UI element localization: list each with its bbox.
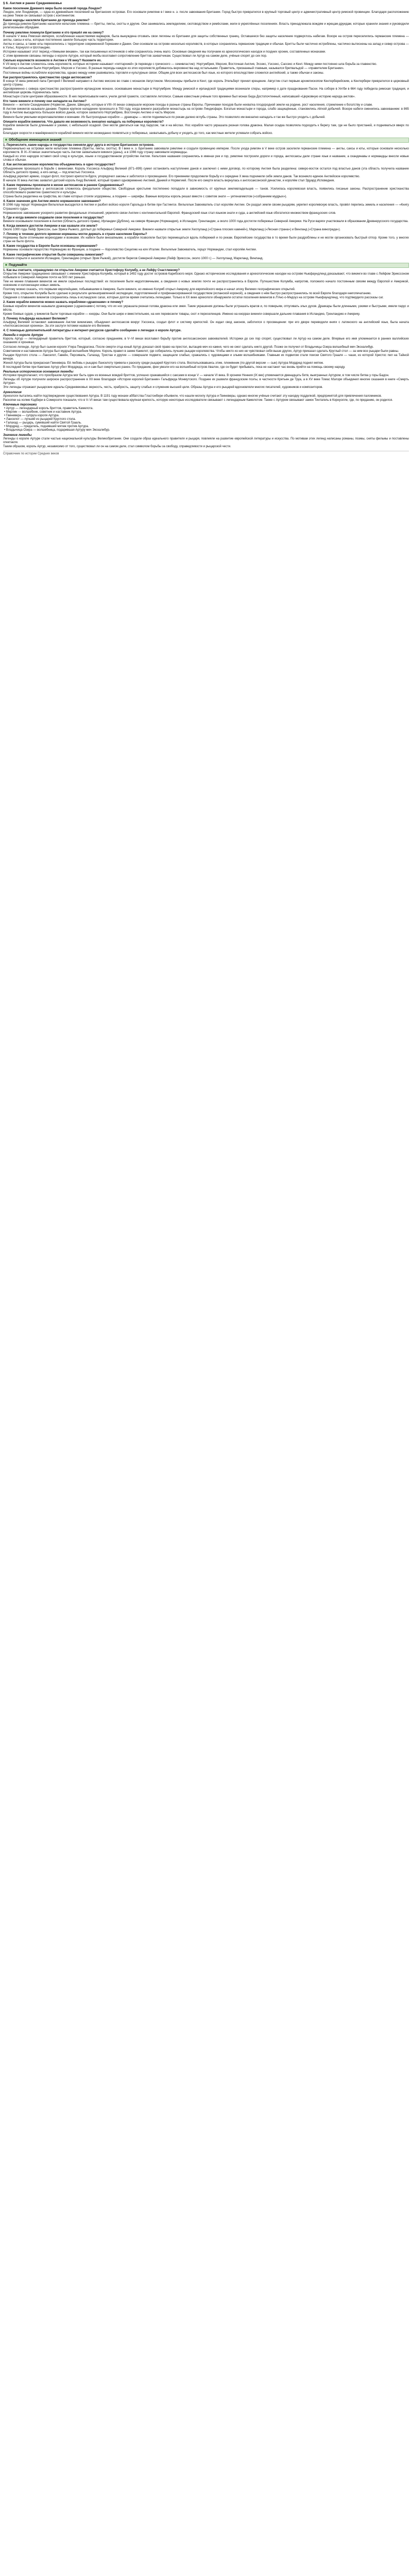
question-heading: 4. Какое значение для Англии имело норманнское завоевание? [3, 200, 101, 204]
list-item: • Галахад — рыцарь, сумевший найти Святой Грааль. [7, 421, 409, 425]
question-heading: 5. Где и когда викинги создавали свои поселения и государства? [3, 216, 104, 219]
paragraph: Историки предполагают, что прообразом Артура мог быть один из военных вождей бриттов, успешно сражавшийся с саксами в конце V — начале VI века. В хронике Ненния (IX век) упоминается двенадцать битв, выигранных Артуром, в том числе битва у горы Бадон. [3, 374, 389, 378]
list-item: • Владычица Озера — волшебница, подарившая Артуру меч Экскалибур. [7, 429, 409, 432]
section-title: Обобщение имеющихся знаний [8, 138, 62, 142]
paragraph: Рыцари Круглого стола — Ланселот, Гавейн, Персиваль, Галахад, Тристан и другие — совершали подвиги, защищали слабых, сражались с чудовищами и злыми волшебниками. Главным их подвигом стали поиски Святого Грааля — чаши, из которой Христос пил на Тайной вечере. [3, 353, 409, 361]
subheading: Значение легенды [3, 433, 32, 437]
paragraph: В конце VI века римский папа Григорий I Великий направил в Англию миссию во главе с монахом Августином. Миссионеры прибыли в Кент, где король Этельберт принял крещение. Августин стал первым архиепископом Кентерберийским, а Кентербери превратился в церковный центр страны. [3, 79, 409, 87]
paragraph: Тем не менее плавания викингов не имели серьёзных последствий: их поселения были недолговечными, а сведения о новых землях почти не распространились в Европе. Путешествие Колумба, напротив, положило начало постоянным связям между Европой и Америкой, освоению и колонизации новых земель. [3, 280, 409, 287]
paragraph: Постоянные войны ослабляли королевства, однако между ними развивались торговля и культурные связи. Общим для всех англосаксов был язык, из которого впоследствии сложился английский, а также обычаи и законы. [3, 71, 324, 75]
paragraph: Корабли викингов были длинными и узкими, с небольшой осадкой. Они могли двигаться как под парусом, так и на вёслах. Нос корабля часто украшала резная голова дракона. Малая осадка позволяла подходить к берегу там, где не было пристаней, и подниматься вверх по рекам. [3, 124, 409, 131]
question-heading: 1. Как вы считаете, справедливо ли открытие Америки считается Христофору Колумбу, а не Лейфу Счастливому? [3, 268, 180, 272]
paragraph: Англы и саксы, а также юты переселились с территории современной Германии и Дании. Они основали на острове несколько королевств, в которых сохранялись германские традиции и обычаи. Бритты были частично истреблены, частично вытеснены на запад и север острова — в Уэльс, Корнуолл и Шотландию. [3, 42, 409, 49]
paragraph: Викинги основывали поселения в Англии (Область датского права), Ирландии (Дублин), на севере Франции (Нормандия), в Исландии, Гренландии, а около 1000 года достигли побережья Северной Америки. На Руси варяги участвовали в образовании Древнерусского государства. [3, 219, 409, 223]
paragraph: Викинги открыли и заселили Исландию, Гренландию (открыл Эрик Рыжий), достигли берегов Северной Америки (Лейф Эрикссон, около 1000 г.) — Хеллуланд, Маркланд, Винланд. [3, 257, 264, 260]
paragraph: Норманнское завоевание ускорило развитие феодальных отношений, укрепило связи Англии с континентальной Европой. Французский язык стал языком знати и суда, а английский язык обогатился множеством французских слов. [3, 211, 336, 215]
paragraph: С этим временем связаны легенды о короле Артуре, который якобы возглавил сопротивление бриттов захватчикам. Существовал ли Артур на самом деле, учёные спорят до сих пор. [3, 55, 267, 58]
section [3, 7, 409, 135]
paragraph: Около 1000 года Лейф Эрикссон, сын Эрика Рыжего, доплыл до побережья Северной Америки. Викинги назвали открытые земли Хеллуланд («Страна плоских камней»), Маркланд («Лесная страна») и Винланд («Страна винограда»). [3, 228, 341, 231]
question-heading: 3. Почему Альфреда называют Великим? [3, 317, 68, 320]
paragraph: Монастыри стали центрами образованности. В них переписывали книги, учили детей грамоте, составляли летописи. Самым известным учёным того времени был монах Беда Достопочтенный, написавший «Церковную историю народа англов». [3, 95, 356, 99]
bookmark-icon: ■ [5, 263, 7, 267]
paragraph: Альфред укрепил армию, создал флот, построил крепости-бурги, упорядочил законы и заботился о просвещении. Его преемники продолжили борьбу и к середине X века подчинили себе земли данов. Так возникло единое Английское королевство. [3, 175, 360, 178]
subheading: Ключевые персонажи [3, 403, 37, 406]
list-item: • Артур — легендарный король бриттов, правитель Камелота. [7, 407, 409, 411]
question-heading: 2. Какие корабли викингов можно назвать кораблями-«драконами» и почему? [3, 301, 124, 304]
question-heading: Как распространялось христианство среди англосаксов? [3, 76, 92, 79]
question-heading: 8. Какие государства в Европе были основаны норманнами? [3, 245, 98, 248]
paragraph: В 1066 году герцог Нормандии Вильгельм высадился в Англии и разбил войско короля Гарольда в битве при Гастингсе. Вильгельм Завоеватель стал королём Англии. Он раздал земли своим рыцарям, укрепил королевскую власть, провёл перепись земель и населения — «Книгу Страшного суда». [3, 204, 409, 211]
paragraph: Археологи пытались найти подтверждение существования Артура. В 1191 году монахи аббатства Гластонбери объявили, что нашли могилу Артура и Гвиневеры, однако многие учёные считают эту находку подделкой, предпринятой для привлечения паломников. [3, 394, 382, 398]
question-heading: 9. Какие географические открытия были совершены викингами? [3, 253, 104, 257]
paragraph: Эти легенды отражают рыцарские идеалы Средневековья: верность, честь, храбрость, защиту слабых и служение высшей цели. Образы Артура и его рыцарей вдохновляли многих писателей, художников и композиторов. [3, 386, 323, 389]
document-page [0, 0, 412, 458]
paragraph: К VII веку в Англии сложилось семь королевств, которые историки называют «гептархией» (в переводе с греческого — семивластие): Нортумбрия, Мерсия, Восточная Англия, Эссекс, Уэссекс, Сассекс и Кент. Между ними постоянно шла борьба за главенство. [3, 63, 377, 66]
paragraph: Кроме боевых судов, у викингов были торговые корабли — кнорры. Они были шире и вместительнее, на них перевозили товары, скот и переселенцев. Именно на кноррах викинги совершали дальние плавания в Исландию, Гренландию и Америку. [3, 312, 360, 316]
question-heading: 6. Когда викинги достигли Америки и как назвали эти земли? [3, 224, 98, 228]
document-content [3, 7, 409, 449]
paragraph: Женой Артура была прекрасная Гвиневера. Её любовь к рыцарю Ланселоту привела к расколу среди рыцарей Круглого стола. Воспользовавшись этим, племянник (по другой версии — сын) Артура Мордред поднял мятеж. [3, 361, 324, 365]
section-heading [3, 138, 409, 143]
list-item: • Мордред — предатель, поднявший мятеж против Артура. [7, 425, 409, 429]
question-heading: 3. Какие перемены произошли в жизни англосаксов в раннее Средневековье? [3, 183, 124, 187]
list-item: • Мерлин — волшебник, советник и наставник Артура. [7, 411, 409, 414]
section [3, 138, 409, 261]
paragraph: Открытие Америки традиционно связывают с именем Христофора Колумба, который в 1492 году достиг островов Карибского моря. Однако исторические исследования и археологические находки на острове Ньюфаундленд доказывают, что викинги во главе с Лейфом Эрикссоном побывали в Северной Америке почти на 500 лет раньше. [3, 272, 409, 279]
paragraph: Легенды об Артуре получили широкое распространение в XII веке благодаря «Истории королей Британии» Гальфрида Монмутского. Позднее их развили французские поэты, в частности Кретьен де Труа, а в XV веке Томас Мэлори объединил многие сказания в книге «Смерть Артура». [3, 378, 409, 385]
section [3, 263, 409, 449]
paragraph: В последней битве при Камлане Артур убил Мордреда, но и сам был смертельно ранен. По преданию, феи увезли его на волшебный остров Авалон, где он будет пребывать, пока не настанет час вновь прийти на помощь своему народу. [3, 365, 346, 369]
question-heading: 1. Перечислите, какие народы и государства сменяли друг друга в истории Британских островов. [3, 144, 154, 147]
question-heading: Почему римляне покинули Британию и кто пришёл им на смену? [3, 31, 104, 35]
paragraph: Викинги — жители Скандинавии (Норвегии, Дании, Швеции), которые в VIII–XI веках совершали морские походы в разные страны Европы. Причинами походов были нехватка плодородной земли на родине, рост населения, стремление к богатству и славе. [3, 104, 373, 107]
paragraph: Одновременно с севера христианство распространяли ирландские монахи, основавшие монастыри в Нортумбрии. Между римской и ирландской традициями возникали споры, например о дате празднования Пасхи. На соборе в Уитби в 664 году победила римская традиция, и английская церковь подчинилась папе. [3, 87, 409, 94]
paragraph: В Англии викингов называли данами. Первое крупное нападение произошло в 793 году, когда викинги разграбили монастырь на острове Линдисфарн. Богатые монастыри и города, слабо защищённые, становились лёгкой добычей. Вскоре набеги сменились завоеванием: в 865 году в Англию высадилось большое войско данов, которое захватило Нортумбрию, Восточную Англию и часть Мерсии. [3, 108, 409, 115]
paragraph: Объединение произошло в борьбе с викингами. Король Уэссекса Альфред Великий (871–899) сумел остановить наступление данов и заключил с ними договор, по которому Англия была разделена: северо-восток остался под властью данов (эта область получила название Область датского права), а юго-запад — под властью Уэссекса. [3, 167, 409, 174]
question-heading: 4. С помощью дополнительной литературы и интернет-ресурсов сделайте сообщение о легендах о короле Артуре. [3, 329, 182, 333]
paragraph: Боевые корабли викингов называли драккарами («драконами») потому, что их нос украшала резная голова дракона или змея. Такие украшения должны были устрашать врагов и, по поверьям, отпугивать злых духов. Драккары были длинными, узкими и быстрыми, имели парус и вёсла. [3, 304, 409, 312]
question-heading: Какие народы населяли Британию до прихода римлян? [3, 19, 90, 23]
question-heading: Какое поселение Древнего мира было основой города Лондон? [3, 7, 102, 10]
paragraph: Наиболее сильными были Нортумбрия, Мерсия и Уэссекс. В разные периоды каждое из этих королевств добивалось верховенства над остальными. Правитель, признанный главным, назывался бретвальдой — «правителем Британии». [3, 67, 345, 71]
subheading: Легенда о короле Артуре [3, 334, 43, 337]
page-footer: Справочник по истории Средних веков [3, 451, 409, 456]
bookmark-icon: ■ [5, 138, 7, 142]
paragraph: Историки называют этот период «тёмными веками», так как письменных источников о нём сохранилось очень мало. Основные сведения мы получаем из археологических находок и поздних хроник, составленных монахами. [3, 50, 326, 54]
question-heading: Сколько королевств возникло в Англии к VII веку? Назовите их. [3, 59, 102, 63]
subheading: Реальные исторические основания легенды [3, 370, 74, 374]
paragraph: В начале V века Римская империя, ослабленная нашествиями варваров, была вынуждена отозвать свои легионы из Британии для защиты собственных границ. Оставшееся без защиты население подверглось набегам. Вскоре на остров переселились германские племена — англы, саксы и юты, которые постепенно заняли большую часть территории. [3, 35, 409, 42]
paragraph: Согласно легенде, Артур был сыном короля Утера Пендрагона. После смерти отца юный Артур доказал своё право на престол, вытащив меч из камня, чего не смог сделать никто другой. Позже он получил от Владычицы Озера волшебный меч Экскалибур. [3, 345, 374, 349]
page-title: § 6. Англия и ранее Средневековье [3, 2, 62, 5]
paragraph: Благодаря скорости и манёвренности кораблей викинги могли неожиданно появляться у побережья, захватывать добычу и уходить до того, как местные жители успевали собрать войско. [3, 131, 273, 135]
paragraph: Сведения о плаваниях викингов сохранились лишь в исландских сагах, которые долгое время считались легендами. Только в XX веке археологи обнаружили остатки поселения викингов в Л'Анс-о-Медоуз на острове Ньюфаундленд, что подтвердило рассказы саг. [3, 296, 384, 300]
paragraph: В начале XI века Англию захватил датский король Кнуд Великий, который правил одновременно Англией, Данией и Норвегией. После его смерти власть вернулась к англосаксонской династии, и королём стал Эдуард Исповедник. [3, 179, 335, 182]
paragraph: Альфред Великий остановил завоевание Англии викингами, объединил англосаксов вокруг Уэссекса, создал флот и систему крепостей. Он издал свод законов, заботился о просвещении: при его дворе переводили книги с латинского на английский язык, была начата «Англосаксонская хроника». За эти заслуги потомки назвали его Великим. [3, 320, 409, 328]
paragraph: Раскопки на холме Кэдбери в Сомерсете показали, что в V–VI веках там существовала крупная крепость, которую некоторые исследователи связывают с легендарным Камелотом. Также с Артуром связывают замок Тинтагель в Корнуолле, где, по преданию, он родился. [3, 398, 393, 402]
paragraph: В раннее Средневековье у англосаксов сложилось феодальное общество. Свободные крестьяне постепенно попадали в зависимость от крупных землевладельцев — танов. Усилилась королевская власть, появились писаные законы. Распространение христианства способствовало развитию грамотности и культуры. [3, 188, 409, 195]
paragraph: Советником и наставником Артура был мудрый волшебник Мерлин. Король правил в замке Камелот, где собирались лучшие рыцари королевства. Чтобы никто из них не чувствовал себя выше других, Артур приказал сделать Круглый стол — за ним все рыцари были равны. [3, 349, 399, 353]
question-heading: Кто такие викинги и почему они нападали на Англию? [3, 100, 87, 104]
paragraph: Король Артур — легендарный правитель бриттов, который, согласно преданиям, в V–VI веках возглавил борьбу против англосаксонских завоевателей. Историки до сих пор спорят, существовал ли Артур на самом деле. Впервые его имя упоминается в ранних валлийских сказаниях и хрониках. [3, 337, 409, 345]
paragraph: Викинги были умелыми мореплавателями и воинами. Их быстроходные корабли — драккары — могли подниматься по рекам далеко вглубь страны. Это позволяло им внезапно нападать и так же быстро уходить с добычей. [3, 115, 325, 119]
paragraph: Легенды о короле Артуре стали частью национальной культуры Великобритании. Они создали образ идеального правителя и рыцаря, повлияли на развитие европейской литературы и искусства. По мотивам этих легенд написаны романы, поэмы, сняты фильмы и поставлены спектакли. [3, 437, 409, 444]
paragraph: Норманны основали герцогство Нормандию во Франции, а позднее — Королевство Сицилию на юге Италии. Вильгельм Завоеватель, герцог Нормандии, стал королём Англии. [3, 248, 257, 252]
question-heading: Опишите корабли викингов. Что давало им возможность внезапно нападать на побережье королевств? [3, 120, 164, 124]
question-heading: 7. Почему в течение долгого времени норманны могли держать в страхе население Европы? [3, 233, 147, 236]
paragraph: Норманны были отличными мореходами и воинами. Их набеги были внезапными, а корабли позволяли быстро перемещаться вдоль побережий и по рекам. Европейские государства в то время были раздроблены и не могли организовать быстрый отпор. Кроме того, у многих стран не было флота. [3, 236, 409, 244]
subheading: Археология [3, 391, 22, 394]
paragraph: Поэтому можно сказать, что первыми европейцами, побывавшими в Америке, были викинги, но именно Колумб открыл Америку для европейского мира и начал эпоху Великих географических открытий. [3, 288, 296, 292]
question-heading: 2. Как англосаксонские королевства объединились в одно государство? [3, 163, 115, 167]
paragraph: Кроме того, открытие Колумба было сделано в результате целенаправленной экспедиции, подготовленной и профинансированной государством (испанской короной), а сведения о нём быстро распространились по всей Европе благодаря книгопечатанию. [3, 292, 372, 296]
paragraph: Первоначально на островах жили кельтские племена (бритты, пикты, скотты). В I веке н. э. Британию завоевали римляне и создали провинцию империи. После ухода римлян в V веке остров заселили германские племена — англы, саксы и юты, которые основали несколько королевств. В IX–XI веках значительную часть Англии захватывали викинги (даны), а в 1066 году страну завоевали нормандцы. [3, 147, 409, 155]
section-heading [3, 263, 409, 268]
paragraph: Страна была разделена на графства, во главе которых стояли элдормены, а позднее — шерифы. Важные вопросы король решал вместе с советом знати — уитенагемотом («собранием мудрых»). [3, 195, 287, 199]
paragraph: Каждый из этих народов оставил свой след в культуре, языке и государственном устройстве Англии. Кельтские названия сохранились в именах рек и гор, римляне построили дороги и города, англосаксы дали стране язык и название, а скандинавы и нормандцы внесли новые слова и обычаи. [3, 155, 409, 162]
section-title: Подумайте [8, 263, 27, 267]
paragraph: До прихода римлян Британию населяли кельтские племена — бритты, пикты, скотты и другие. Они занимались земледелием, скотоводством и ремёслами, жили в укреплённых поселениях. Власть принадлежала вождям и жрецам-друидам, которые хранили знания и руководили религиозными обрядами. [3, 23, 409, 30]
list-item: • Ланселот — лучший из рыцарей Круглого стола. [7, 418, 409, 421]
paragraph: Лондон, или Лондиниум, — одна из древнейших поселений на британских островах. Его основали римляне в I веке н. э. после завоевания Британии. Город быстро превратился в крупный торговый центр и административный центр римской провинции. Благодаря расположению на реке Темзе он связывал остров с континентом. [3, 11, 409, 18]
paragraph: Таким образом, король Артур, независимо от того, существовал ли он на самом деле, стал символом борьбы за свободу, справедливости и рыцарской чести. [3, 445, 231, 448]
list-item: • Гвиневера — супруга короля Артура. [7, 414, 409, 418]
